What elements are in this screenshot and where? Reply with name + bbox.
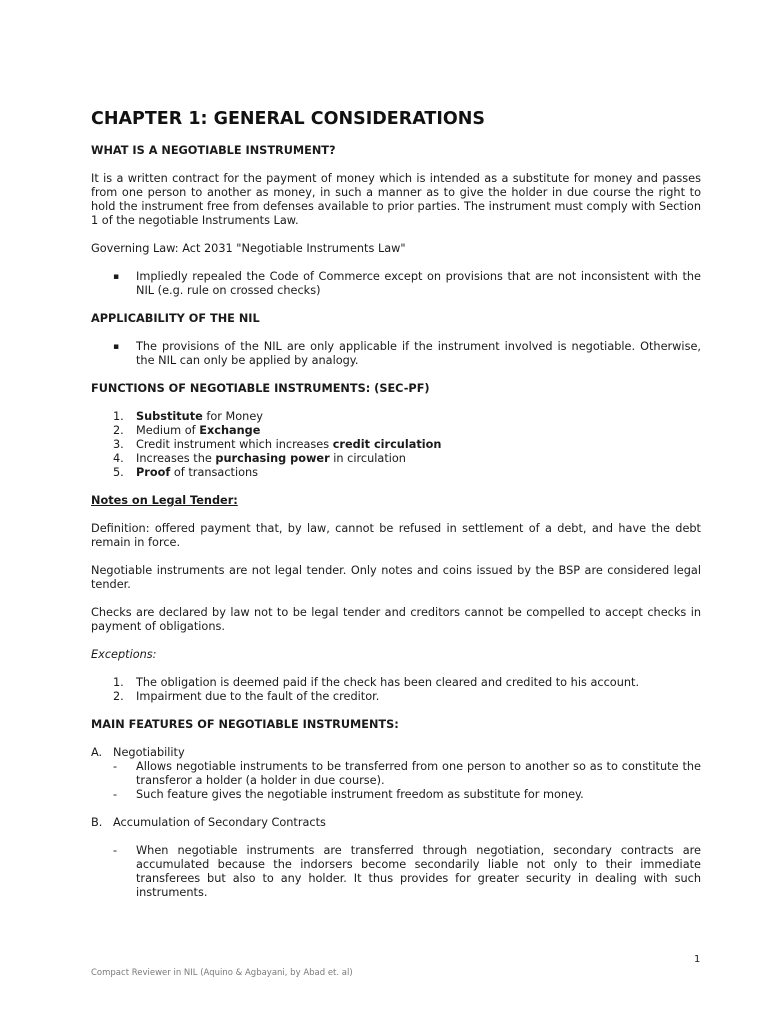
checks-paragraph: Checks are declared by law not to be legal tender and creditors cannot be compelled to accept checks in payment of obligations. [91,606,701,633]
page-number: 1 [694,954,701,965]
list-item: 5. Proof of transactions [113,466,259,479]
legal-tender-paragraph: Negotiable instruments are not legal tender. Only notes and coins issued by the BSP are considered legal tender. [91,564,701,591]
governing-law: Governing Law: Act 2031 "Negotiable Instruments Law" [91,242,406,255]
list-item: ▪ Impliedly repealed the Code of Commerce except on provisions that are not inconsistent with the NIL (e.g. rule on crossed checks) [113,270,701,297]
dash-icon: - [113,760,118,773]
list-item: - Allows negotiable instruments to be transferred from one person to another so as to constitute the transferor a holder (a holder in due course). [113,760,701,787]
feature-a-list [91,760,701,802]
list-item: 2. Impairment due to the fault of the creditor. [113,690,380,703]
exceptions-label: Exceptions: [91,648,157,661]
list-item: 3. Credit instrument which increases credit circulation [113,438,442,451]
feature-a-title: A. Negotiability [91,746,185,759]
feature-b-title: B. Accumulation of Secondary Contracts [91,816,326,829]
list-item: 1. The obligation is deemed paid if the check has been cleared and credited to his account. [113,676,640,689]
list-item: ▪ The provisions of the NIL are only applicable if the instrument involved is negotiable. Otherwise, the NIL can only be applied by analogy. [113,340,701,367]
governing-bullets [91,270,701,298]
chapter-title: CHAPTER 1: GENERAL CONSIDERATIONS [91,109,485,129]
feature-b-list [91,844,701,900]
definition-paragraph: It is a written contract for the payment of money which is intended as a substitute for money and passes from one person to another as money, in such a manner as to give the holder in due course the right to hold the instrument free from defenses available to prior parties. The instrument must comply with Section 1 of the negotiable Instruments Law. [91,172,701,227]
bullet-icon: ▪ [113,272,120,282]
list-item: - Such feature gives the negotiable instrument freedom as substitute for money. [113,788,584,801]
applicability-bullets [91,340,701,368]
heading-main-features: MAIN FEATURES OF NEGOTIABLE INSTRUMENTS: [91,718,399,731]
document-page [91,108,701,914]
legal-tender-definition: Definition: offered payment that, by law, cannot be refused in settlement of a debt, and have the debt remain in force. [91,522,701,549]
page-footer: Compact Reviewer in NIL (Aquino & Agbayani, by Abad et. al) [91,968,353,978]
dash-icon: - [113,844,118,857]
heading-functions: FUNCTIONS OF NEGOTIABLE INSTRUMENTS: (SEC-PF) [91,382,430,395]
bullet-icon: ▪ [113,342,120,352]
heading-legal-tender: Notes on Legal Tender: [91,494,238,507]
heading-what-is: WHAT IS A NEGOTIABLE INSTRUMENT? [91,144,336,157]
list-item: 1. Substitute for Money [113,410,263,423]
exceptions-list [91,676,701,704]
dash-icon: - [113,788,118,801]
list-item: - When negotiable instruments are transferred through negotiation, secondary contracts are accumulated because the indorsers become secondarily liable not only to their immediate transferees but also to any holder. It thus provides for greater security in dealing with such instruments. [113,844,701,899]
heading-applicability: APPLICABILITY OF THE NIL [91,312,260,325]
list-item: 2. Medium of Exchange [113,424,261,437]
list-item: 4. Increases the purchasing power in circulation [113,452,406,465]
functions-list [91,410,701,480]
